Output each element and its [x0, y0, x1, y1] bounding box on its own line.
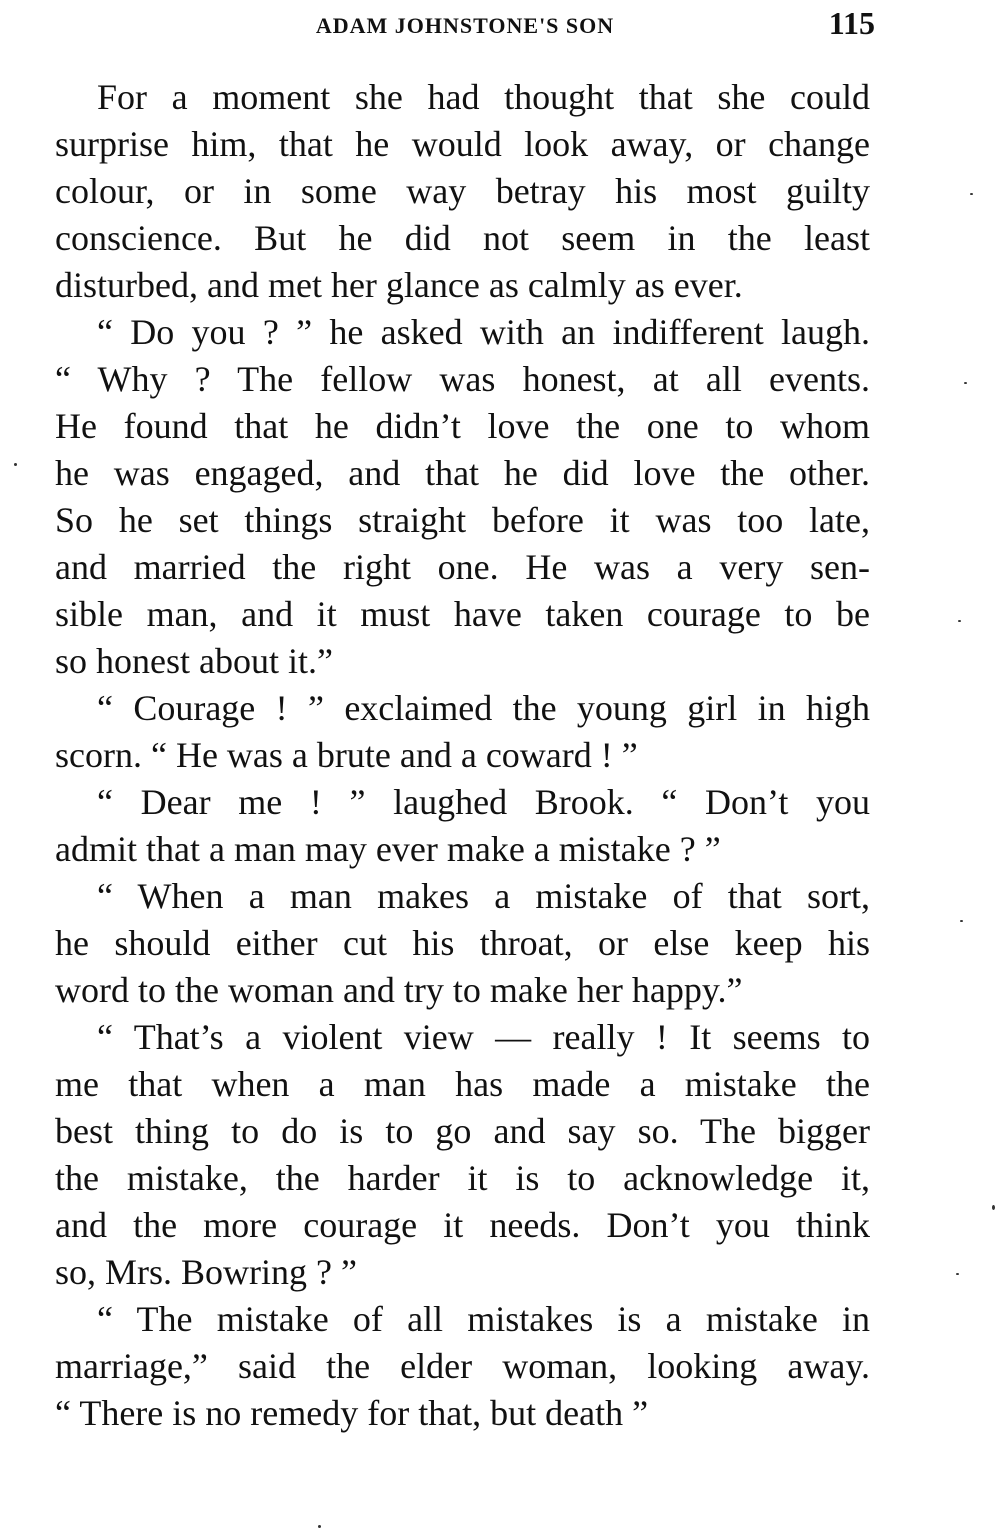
text-line: “ Do you ? ” he asked with an indifferent laugh.	[97, 312, 870, 352]
text-line: “ That’s a violent view — really ! It seems to	[97, 1017, 870, 1057]
text-line: and the more courage it needs. Don’t you think	[55, 1205, 870, 1245]
text-line: “ When a man makes a mistake of that sort,	[97, 876, 870, 916]
text-line: scorn. “ He was a brute and a coward ! ”	[55, 735, 638, 775]
text-line: he should either cut his throat, or else keep his	[55, 923, 870, 963]
text-line: “ There is no remedy for that, but death ”	[55, 1393, 649, 1433]
text-line: sible man, and it must have taken courage to be	[55, 594, 870, 634]
text-line: “ Why ? The fellow was honest, at all events.	[55, 359, 870, 399]
text-line: For a moment she had thought that she could	[97, 77, 870, 117]
text-line: So he set things straight before it was too late,	[55, 500, 870, 540]
text-line: the mistake, the harder it is to acknowledge it,	[55, 1158, 870, 1198]
running-head	[55, 5, 875, 45]
scan-speck	[964, 382, 967, 384]
text-line: word to the woman and try to make her happy.”	[55, 970, 743, 1010]
body-text	[55, 74, 870, 1437]
text-line: admit that a man may ever make a mistake ? ”	[55, 829, 721, 869]
text-line: “ The mistake of all mistakes is a mistake in	[97, 1299, 870, 1339]
text-line: conscience. But he did not seem in the least	[55, 218, 870, 258]
text-line: he was engaged, and that he did love the other.	[55, 453, 870, 493]
running-title: ADAM JOHNSTONE'S SON	[315, 13, 615, 38]
text-line: surprise him, that he would look away, or change	[55, 124, 870, 164]
scan-speck	[970, 193, 973, 195]
text-line: so honest about it.”	[55, 641, 333, 681]
text-line: and married the right one. He was a very sen-	[55, 547, 870, 587]
page-number: 115	[828, 5, 875, 41]
text-line: best thing to do is to go and say so. The bigger	[55, 1111, 870, 1151]
text-line: me that when a man has made a mistake the	[55, 1064, 870, 1104]
scan-speck	[14, 463, 17, 466]
scan-speck	[318, 1525, 321, 1528]
scan-speck	[958, 620, 961, 622]
scan-speck	[992, 1205, 995, 1210]
text-line: colour, or in some way betray his most guilty	[55, 171, 870, 211]
text-line: He found that he didn’t love the one to whom	[55, 406, 870, 446]
text-line: so, Mrs. Bowring ? ”	[55, 1252, 357, 1292]
text-line: disturbed, and met her glance as calmly as ever.	[55, 265, 743, 305]
scan-speck	[960, 920, 963, 922]
scan-speck	[956, 1273, 959, 1275]
text-line: “ Courage ! ” exclaimed the young girl in high	[97, 688, 870, 728]
text-line: marriage,” said the elder woman, looking away.	[55, 1346, 870, 1386]
text-line: “ Dear me ! ” laughed Brook. “ Don’t you	[97, 782, 870, 822]
